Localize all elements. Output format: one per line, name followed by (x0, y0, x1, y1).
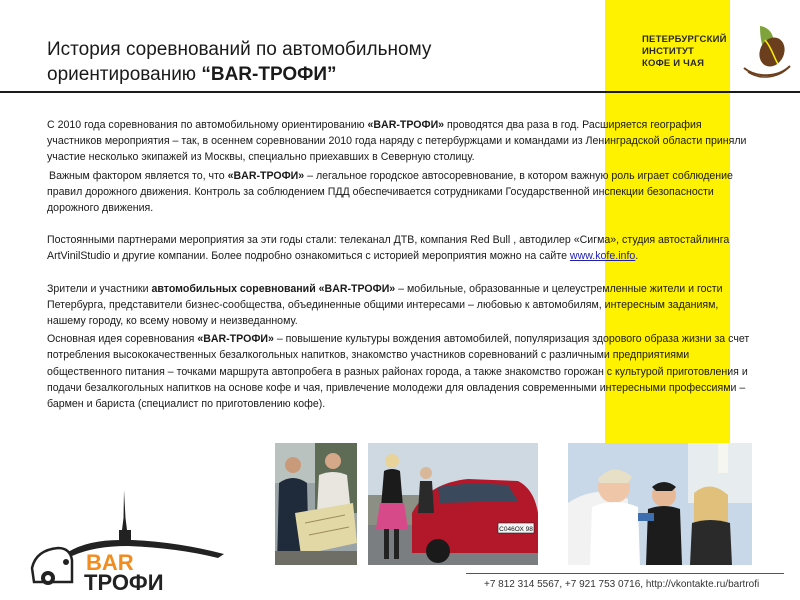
title-event-name: “BAR-ТРОФИ” (201, 64, 337, 85)
logo-trophy-text: ТРОФИ (84, 570, 164, 592)
p5-text-a: Основная идея соревнования (47, 333, 198, 346)
p2-text-c: – легальное городское автосоревнование, в котором важную роль играет соблюдение правил дорожного движения. Контроль за соблюдением ПДД обеспечивается сотрудниками Государственной инспекции безопасности дорожного движения. (47, 169, 733, 215)
logo-bar-text: BAR (86, 550, 134, 575)
p3-text-c: . (635, 250, 639, 263)
photo-map-reading (275, 443, 357, 565)
coffee-institute-logo (642, 22, 792, 82)
logo-line-2: ИНСТИТУТ (642, 46, 695, 57)
bar-trophy-logo (28, 490, 228, 597)
paragraph-legal (47, 168, 757, 217)
paragraph-history (47, 117, 757, 166)
paragraph-main-idea (47, 331, 757, 412)
logo-line-1: ПЕТЕРБУРГСКИЙ (642, 34, 727, 45)
page-title (47, 37, 567, 87)
coffee-bean-icon (738, 22, 794, 80)
p3-text-a: Постоянными партнерами мероприятия за эти годы стали: телеканал ДТВ, компания Red Bull , автодилер «Сигма», студия автостайлинга ArtVinilStudio и другие компании. Более подробно ознакомиться с историей мероприятия можно на сайте (47, 234, 730, 263)
p5-event-name: «BAR-ТРОФИ» (197, 333, 274, 346)
p1-text-c: проводятся два раза в год. Расширяется география участников мероприятия – так, в осеннем соревновании 2010 года наряду с петербуржцами и командами из Ленинградской области приняли участие несколько экипажей из Москвы, специально приехавших в Северную столицу. (47, 119, 747, 164)
title-line-2 (47, 62, 567, 87)
license-plate-text: С046ОХ 98 (499, 526, 533, 533)
title-line-1: История соревнований по автомобильному (47, 39, 432, 60)
p4-text-c: – мобильные, образованные и целеустремленные жители и гости Петербурга, представители бизнес-сообщества, объединенные общими интересами – любовью к автомобилям, интересным заданиям, нашему городу, ко всему новому и неизведанному. (47, 282, 723, 328)
p1-text-a: С 2010 года соревнования по автомобильному ориентированию (47, 119, 368, 131)
spacer (47, 216, 757, 232)
spire-icon (122, 490, 127, 530)
spacer (47, 265, 757, 281)
paragraph-partners (47, 232, 757, 264)
photo-red-car (368, 443, 538, 565)
footer-divider (466, 573, 784, 574)
photo-participants (568, 443, 752, 565)
paragraph-audience (47, 281, 757, 330)
logo-line-3: КОФЕ И ЧАЯ (642, 58, 705, 69)
kofe-info-link[interactable]: www.kofe.info (569, 250, 636, 263)
p5-text-c: – повышение культуры вождения автомобилей, популяризация здорового образа жизни за счет потребления высококачественных безалкогольных напитков, знакомство участников соревнований с различными предприятиями общественного питания – точками маршрута автопробега в разных районах города, а также знакомство горожан с культурой приготовления и подачи безалкогольных напитков на основе кофе и чая, привлечение молодежи для овладения современными интересными профессиями – бармен и бариста (специалист по приготовлению кофе). (47, 333, 750, 411)
title-line-2-text: ориентированию (47, 64, 202, 85)
p2-event-name: «BAR-ТРОФИ» (227, 169, 305, 182)
contacts-text: +7 812 314 5567, +7 921 753 0716, http://vkontakte.ru/bartrofi (484, 579, 760, 590)
article-body (47, 117, 757, 412)
coffee-institute-name (642, 34, 727, 70)
header-divider (0, 91, 800, 93)
p2-text-a: Важным фактором является то, что (49, 169, 228, 182)
p1-event-name: «BAR-ТРОФИ» (367, 119, 445, 131)
p4-text-a: Зрители и участники (47, 282, 152, 295)
p4-event-name: автомобильных соревнований «BAR-ТРОФИ» (151, 282, 396, 295)
